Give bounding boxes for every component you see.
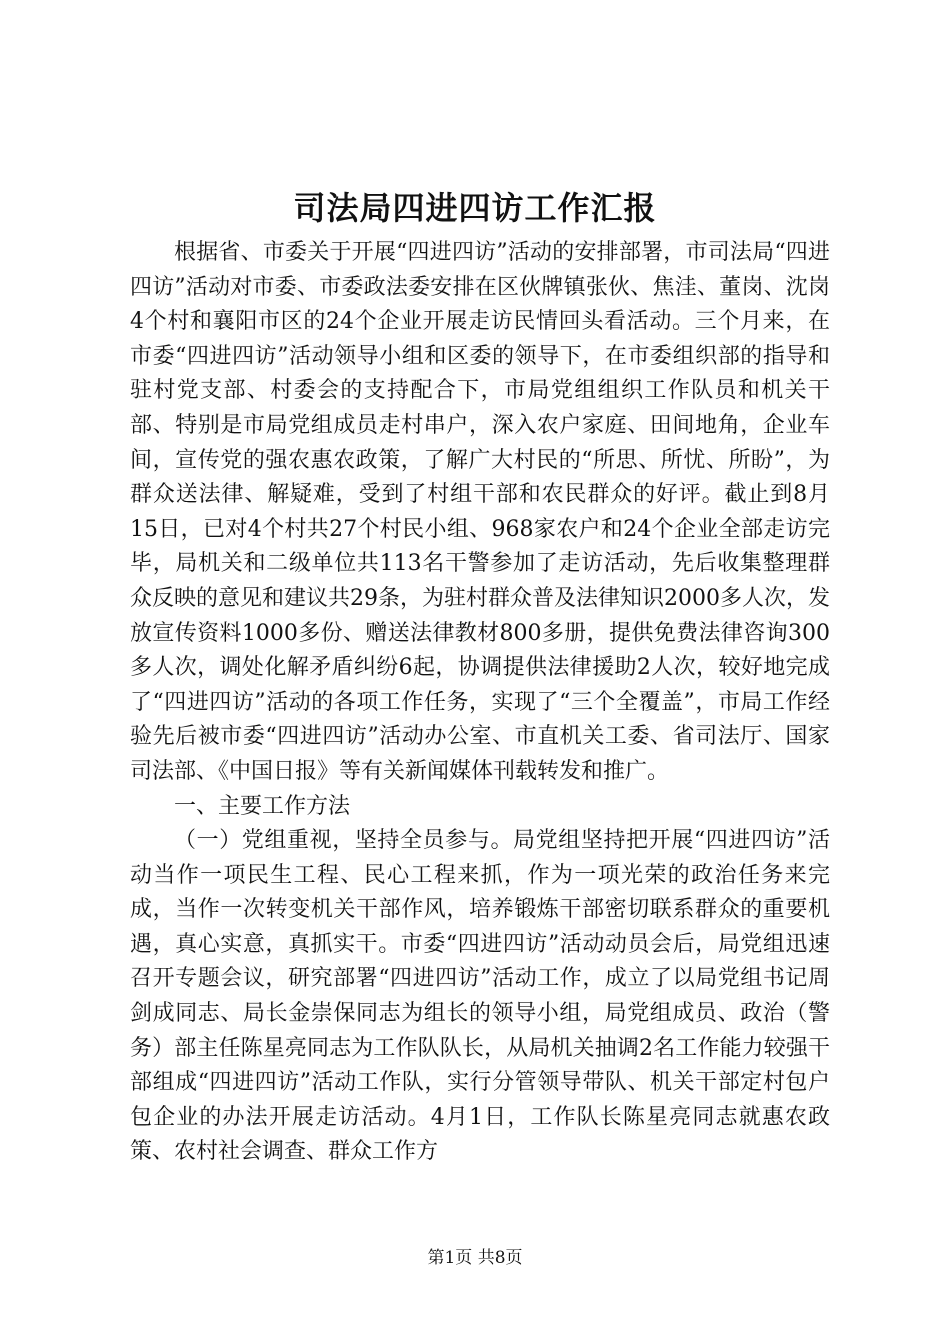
- intro-paragraph: 根据省、市委关于开展“四进四访”活动的安排部署，市司法局“四进四访”活动对市委、市委政法委安排在区伙牌镇张伙、焦洼、董岗、沈岗4个村和襄阳市区的24个企业开展走访民情回头看活动。三个月来，在市委“四进四访”活动领导小组和区委的领导下，在市委组织部的指导和驻村党支部、村委会的支持配合下，市局党组组织工作队员和机关干部、特别是市局党组成员走村串户，深入农户家庭、田间地角，企业车间，宣传党的强农惠农政策，了解广大村民的“所思、所忧、所盼”，为群众送法律、解疑难，受到了村组干部和农民群众的好评。截止到8月15日，已对4个村共27个村民小组、968家农户和24个企业全部走访完毕，局机关和二级单位共113名干警参加了走访活动，先后收集整理群众反映的意见和建议共29条，为驻村群众普及法律知识2000多人次，发放宣传资料1000多份、赠送法律教材800多册，提供免费法律咨询300多人次，调处化解矛盾纠纷6起，协调提供法律援助2人次，较好地完成了“四进四访”活动的各项工作任务，实现了“三个全覆盖”，市局工作经验先后被市委“四进四访”活动办公室、市直机关工委、省司法厅、国家司法部、《中国日报》等有关新闻媒体刊载转发和推广。: [130, 240, 830, 784]
- section-paragraph: （一）党组重视，坚持全员参与。局党组坚持把开展“四进四访”活动当作一项民生工程、民心工程来抓，作为一项光荣的政治任务来完成，当作一次转变机关干部作风，培养锻炼干部密切联系群众的重要机遇，真心实意，真抓实干。市委“四进四访”活动动员会后，局党组迅速召开专题会议，研究部署“四进四访”活动工作，成立了以局党组书记周剑成同志、局长金崇保同志为组长的领导小组，局党组成员、政治（警务）部主任陈星亮同志为工作队队长，从局机关抽调2名工作能力较强干部组成“四进四访”活动工作队，实行分管领导带队、机关干部定村包户包企业的办法开展走访活动。4月1日，工作队长陈星亮同志就惠农政策、农村社会调查、群众工作方: [130, 828, 830, 1165]
- document-body: [130, 236, 830, 1170]
- section-heading: 一、主要工作方法: [174, 793, 351, 819]
- page-footer: 第1页 共8页: [427, 1248, 523, 1268]
- document-title: 司法局四进四访工作汇报: [293, 189, 657, 227]
